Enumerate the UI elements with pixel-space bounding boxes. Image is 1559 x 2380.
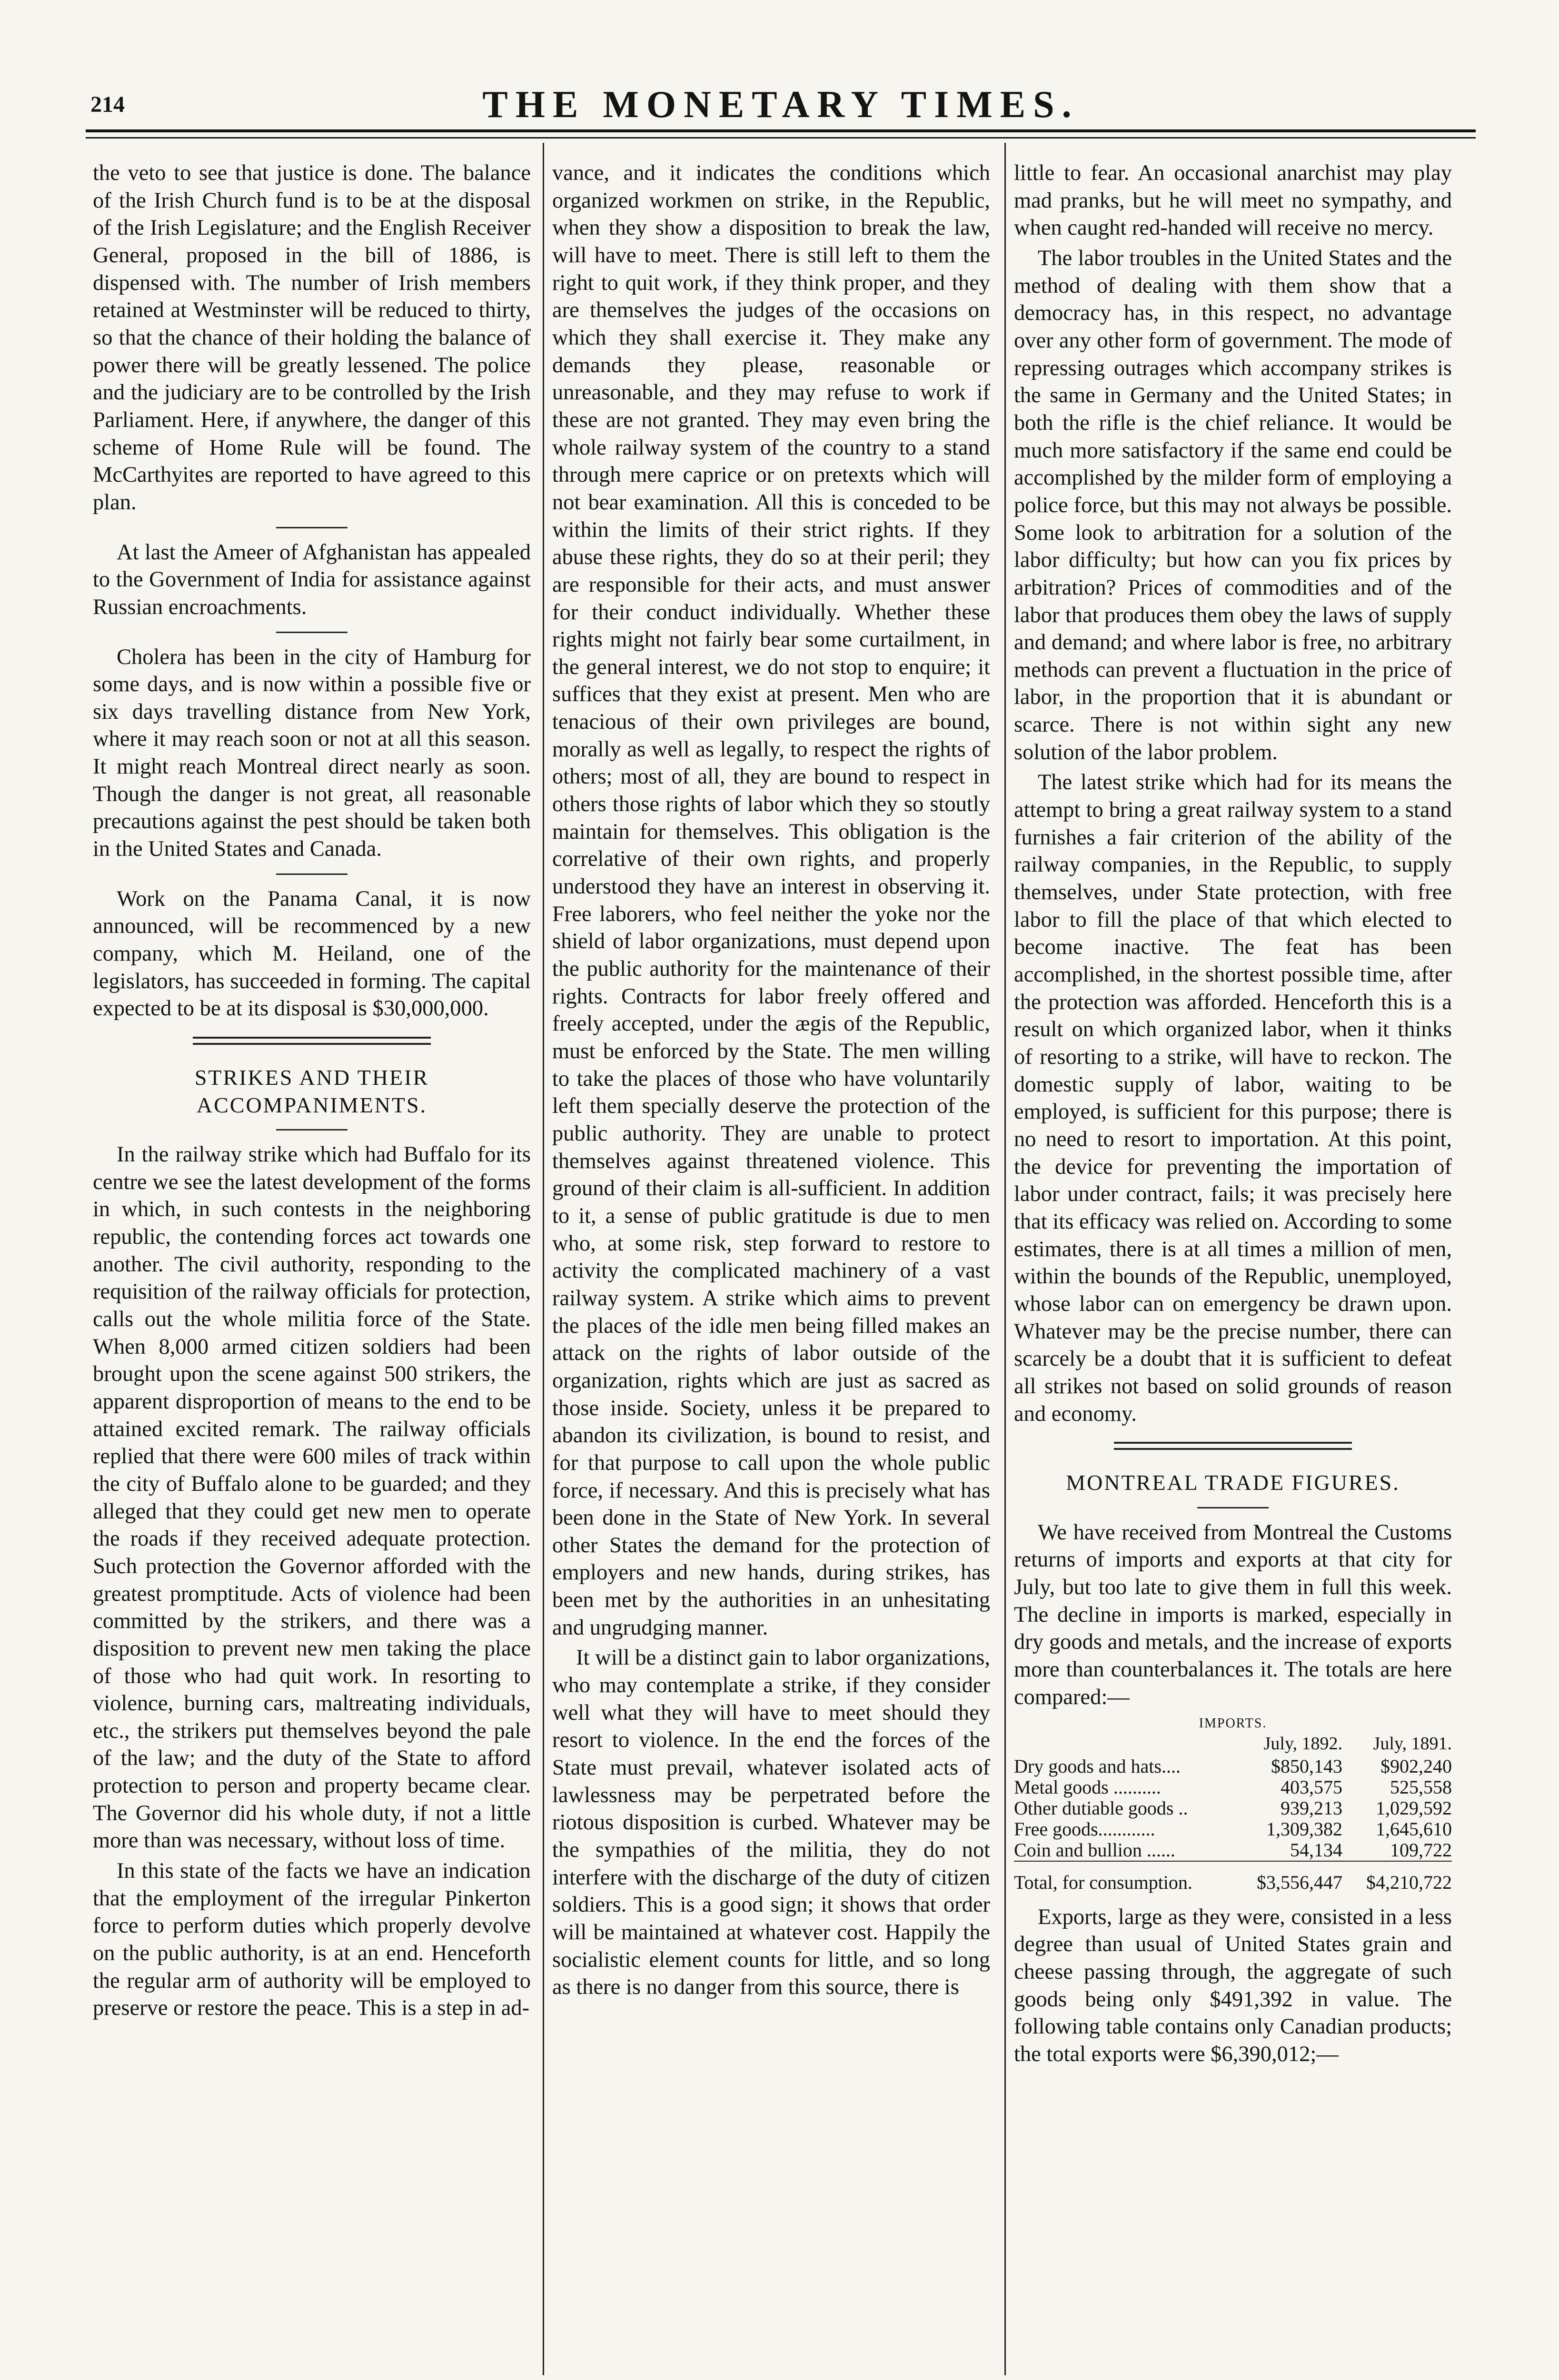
value-1892: $3,556,447: [1233, 1861, 1342, 1893]
value-1892: $850,143: [1271, 1755, 1342, 1777]
table-caption: IMPORTS.: [1199, 1716, 1267, 1731]
column-divider: [1004, 143, 1006, 2375]
page-header: [86, 81, 1476, 129]
paragraph: the veto to see that justice is done. The balance of the Irish Church fund is to be at the disposal of the Irish Legislature; and the English Receiver General, proposed in the bill of 1886, is dispensed with. The number of Irish members retained at Westminster will be reduced to thirty, so that the chance of their holding the balance of power there will be greatly lessened. The police and the judiciary are to be controlled by the Irish Parliament. Here, if anywhere, the danger of this scheme of Home Rule will be found. The McCarthyites are reported to have agreed to this plan.: [93, 161, 531, 515]
section-rule: [1114, 1442, 1352, 1450]
row-label: Free goods............: [1014, 1818, 1155, 1840]
column-header: July, 1891.: [1373, 1734, 1452, 1754]
row-label: Other dutiable goods ..: [1014, 1797, 1188, 1819]
value-1891: 525,558: [1390, 1776, 1452, 1798]
table-total-row: [1014, 1861, 1452, 1893]
table-row: [1014, 1798, 1452, 1819]
value-1891: $902,240: [1380, 1755, 1452, 1777]
section-rule: [193, 1037, 431, 1045]
column-header: [1014, 1734, 1233, 1756]
table-header-row: [1014, 1734, 1452, 1756]
row-label: Metal goods ..........: [1014, 1776, 1161, 1798]
column-header: July, 1892.: [1263, 1734, 1342, 1754]
table-row: [1014, 1777, 1452, 1798]
value-1891: 109,722: [1390, 1839, 1452, 1861]
column-3: [1014, 159, 1452, 2071]
paragraph: little to fear. An occasional anarchist may play mad pranks, but he will meet no sympathy, and when caught red-handed will receive no mercy.: [1014, 161, 1452, 240]
paragraph: In the railway strike which had Buffalo for its centre we see the latest development of the forms in which, in such contests in the neighboring republic, the contending forces act towards one another. The civil authority, responding to the requisition of the railway officials for protection, calls out the whole militia force of the State. When 8,000 armed citizen soldiers had been brought upon the scene against 500 strikers, the apparent disproportion of means to the end to be attained excited remark. The railway officials replied that there were 600 miles of track within the city of Buffalo alone to be guarded; and they alleged that they could get new men to operate the roads if they received adequate protection. Such protection the Governor afforded with the greatest promptitude. Acts of violence had been committed by the strikers, and there was a disposition to prevent new men taking the place of those who had quit work. In resorting to violence, burning cars, maltreating individuals, etc., the strikers put themselves beyond the pale of the law; and the duty of the State to afford protection to person and property became clear. The Governor did his whole duty, if not a little more than was necessary, without loss of time.: [93, 1142, 531, 1853]
paragraph: Cholera has been in the city of Hamburg for some days, and is now within a possible five or six days travelling distance from New York, where it may reach soon or not at all this season. It might reach Montreal direct nearly as soon. Though the danger is not great, all reasonable precautions against the pest should be taken both in the United States and Canada.: [93, 645, 531, 862]
paragraph: The latest strike which had for its means the attempt to bring a great railway system to a stand furnishes a fair criterion of the ability of the railway companies, in the Republic, to supply themselves, under State protection, with free labor to fill the place of that which elected to become inactive. The feat has been accomplished, in the shortest possible time, after the protection was afforded. Henceforth this is a result on which organized labor, when it thinks of resorting to a strike, will have to reckon. The domestic supply of labor, waiting to be employed, is sufficient for this purpose; there is no need to resort to importation. At this point, the device for preventing the importation of labor under contract, fails; it was precisely here that its efficacy was relied on. According to some estimates, there is at all times a million of men, within the bounds of the Republic, unemployed, whose labor can on emergency be drawn upon. Whatever may be the precise number, there can scarcely be a doubt that it is sufficient to defeat all strikes not based on solid grounds of reason and economy.: [1014, 770, 1452, 1426]
value-1891: 1,029,592: [1376, 1797, 1452, 1819]
value-1891: $4,210,722: [1342, 1861, 1452, 1893]
value-1892: 939,213: [1281, 1797, 1342, 1819]
column-2: [552, 159, 990, 2004]
value-1892: 54,134: [1290, 1839, 1342, 1861]
masthead-title: THE MONETARY TIMES.: [482, 84, 1079, 126]
paragraph: We have received from Montreal the Customs returns of imports and exports at that city for July, but too late to give them in full this week. The decline in imports is marked, especially in dry goods and metals, and the increase of exports more than counterbalances it. The totals are here compared:—: [1014, 1520, 1452, 1709]
paragraph: Exports, large as they were, consisted in a less degree than usual of United States grain and cheese passing through, the aggregate of such goods being only $491,392 in value. The following table contains only Canadian products; the total exports were $6,390,012;—: [1014, 1904, 1452, 2067]
paragraph: vance, and it indicates the conditions which organized workmen on strike, in the Republic, when they show a disposition to break the law, will have to meet. There is still left to them the right to quit work, if they think proper, and they are themselves the judges of the occasions on which they shall exercise it. They make any demands they please, reasonable or unreasonable, and they may refuse to work if these are not granted. They may even bring the whole railway system of the country to a stand through mere caprice or on pretexts which will not bear examination. All this is conceded to be within the limits of their strict rights. If they abuse these rights, they do so at their peril; they are responsible for their acts, and must answer for their conduct individually. Whether these rights might not fairly bear some curtailment, in the general interest, we do not stop to enquire; it suffices that they exist at present. Men who are tenacious of their own privileges are bound, morally as well as legally, to respect the rights of others; most of all, they are bound to respect in others those rights of labor which they so stoutly maintain for themselves. This obligation is the correlative of their own rights, and properly understood they have an interest in observing it. Free laborers, who feel neither the yoke nor the shield of labor organizations, must depend upon the public authority for the maintenance of their rights. Contracts for labor freely offered and freely accepted, under the ægis of the Republic, must be enforced by the State. The men willing to take the places of those who have voluntarily left them specially deserve the protection of the public authority. They are unable to protect themselves against threatened violence. This ground of their claim is all-sufficient. In addition to it, a sense of public gratitude is due to men who, at some risk, step forward to restore to activity the complicated machinery of a vast railway system. A strike which aims to prevent the places of the idle men being filled makes an attack on the rights of labor outside of the organization, rights which are just as sacred as those inside. Society, unless it be prepared to abandon its civilization, is bound to resist, and for that purpose to call upon the whole public force, if necessary. And this is precisely what has been done in the State of New York. In several other States the demand for the protection of employers and new hands, during strikes, has been met by the authorities in an unhesitating and ungrudging manner.: [552, 161, 990, 1640]
paragraph: Work on the Panama Canal, it is now announced, will be recommenced by a new company, which M. Heiland, one of the legislators, has succeeded in forming. The capital expected to be at its disposal is $30,000,000.: [93, 886, 531, 1021]
item-separator: [276, 873, 348, 875]
paragraph: At last the Ameer of Afghanistan has appealed to the Government of India for assistance against Russian encroachments.: [93, 540, 531, 619]
article-heading: MONTREAL TRADE FIGURES.: [1066, 1470, 1400, 1495]
heading-rule: [1197, 1507, 1269, 1508]
table-row: [1014, 1756, 1452, 1777]
row-label: Dry goods and hats....: [1014, 1755, 1181, 1777]
item-separator: [276, 632, 348, 633]
paragraph: The labor troubles in the United States and the method of dealing with them show that a democracy has, in this respect, no advantage over any other form of government. The mode of repressing outrages which accompany strikes is the same in Germany and the United States; in both the rifle is the chief reliance. It would be much more satisfactory if the same end could be accomplished by the milder form of employing a police force, but this may not always be possible. Some look to arbitration for a solution of the labor difficulty; but how can you fix prices by arbitration? Prices of commodities and of the labor that produces them obey the laws of supply and demand; and where labor is free, no arbitrary methods can prevent a fluctuation in the price of labor, in the proportion that it is abundant or scarce. There is not within sight any new solution of the labor problem.: [1014, 246, 1452, 764]
heading-rule: [276, 1129, 348, 1130]
value-1892: 1,309,382: [1266, 1818, 1342, 1840]
paragraph: It will be a distinct gain to labor organizations, who may contemplate a strike, if they consider well what they will have to meet should they resort to violence. In the end the forces of the State must prevail, whatever isolated acts of lawlessness may be perpetrated before the riotous disposition is curbed. Whatever may be the sympathies of the militia, they do not interfere with the discharge of the duty of citizen soldiers. This is a good sign; it shows that order will be maintained at whatever cost. Happily the socialistic element counts for little, and so long as there is no danger from this source, there is: [552, 1646, 990, 2000]
imports-table: [1014, 1734, 1452, 1893]
header-rule: [86, 129, 1476, 139]
paragraph: In this state of the facts we have an indication that the employment of the irregular Pinkerton force to perform duties which properly devolve on the public authority, is at an end. Henceforth the regular arm of authority will be employed to preserve or restore the peace. This is a step in ad-: [93, 1859, 531, 2021]
table-row: [1014, 1819, 1452, 1840]
page-number: 214: [90, 92, 125, 117]
row-label: Coin and bullion ......: [1014, 1839, 1175, 1861]
column-divider: [543, 143, 544, 2375]
table-row: [1014, 1840, 1452, 1861]
article-heading: STRIKES AND THEIR ACCOMPANIMENTS.: [194, 1065, 429, 1117]
item-separator: [276, 527, 348, 528]
column-1: [93, 159, 531, 2025]
value-1892: 403,575: [1281, 1776, 1342, 1798]
value-1891: 1,645,610: [1376, 1818, 1452, 1840]
row-label: Total, for consumption.: [1014, 1861, 1233, 1893]
